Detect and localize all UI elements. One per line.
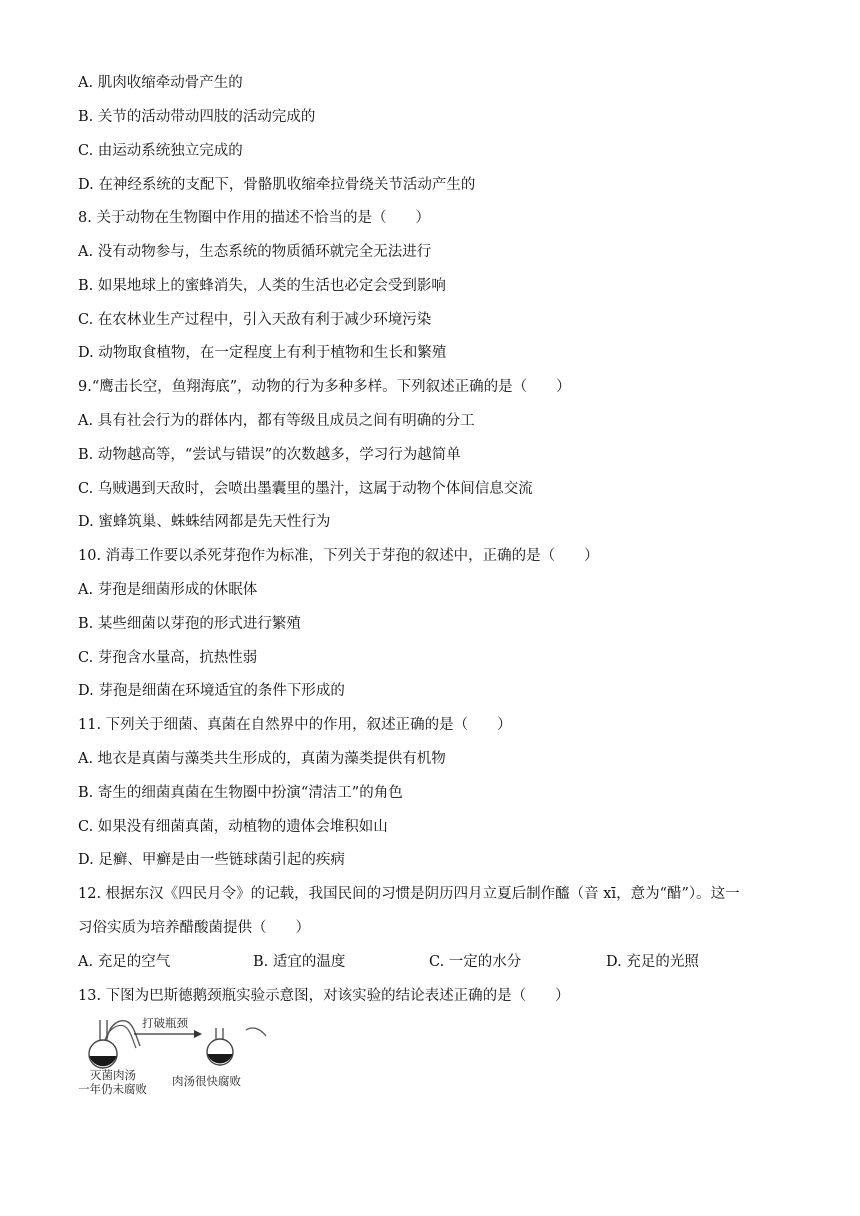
q9-option-a: A. 具有社会行为的群体内，都有等级且成员之间有明确的分工: [78, 413, 475, 429]
q13-stem: 13. 下图为巴斯德鹅颈瓶实验示意图，对该实验的结论表述正确的是（ ）: [78, 988, 570, 1004]
q11-option-c: C. 如果没有细菌真菌，动植物的遗体会堆积如山: [78, 819, 388, 835]
left-caption-line2: 一年仍未腐败: [78, 1082, 147, 1096]
q12-option-a: A. 充足的空气: [78, 954, 171, 970]
q11-option-a: A. 地衣是真菌与藻类共生形成的，真菌为藻类提供有机物: [78, 751, 446, 767]
q9-option-d: D. 蜜蜂筑巢、蛛蛛结网都是先天性行为: [78, 514, 331, 530]
q9-stem: 9.“鹰击长空，鱼翔海底”，动物的行为多种多样。下列叙述正确的是（ ）: [78, 379, 571, 395]
q12-stem-line2: 习俗实质为培养醋酸菌提供（ ）: [78, 920, 310, 936]
q11-option-d: D. 足癣、甲癣是由一些链球菌引起的疾病: [78, 852, 345, 868]
q12-option-c: C. 一定的水分: [429, 954, 522, 970]
q8-option-b: B. 如果地球上的蜜蜂消失，人类的生活也必定会受到影响: [78, 278, 446, 294]
q7-option-d: D. 在神经系统的支配下，骨骼肌收缩牵拉骨绕关节活动产生的: [78, 177, 476, 193]
q8-option-a: A. 没有动物参与，生态系统的物质循环就完全无法进行: [78, 244, 432, 260]
q9-option-b: B. 动物越高等，“尝试与错误”的次数越多，学习行为越简单: [78, 447, 461, 463]
q7-option-b: B. 关节的活动带动四肢的活动完成的: [78, 109, 316, 125]
q7-option-a: A. 肌肉收缩牵动骨产生的: [78, 75, 243, 91]
q8-option-d: D. 动物取食植物，在一定程度上有利于植物和生长和繁殖: [78, 345, 447, 361]
q10-option-d: D. 芽孢是细菌在环境适宜的条件下形成的: [78, 683, 345, 699]
q10-option-c: C. 芽孢含水量高，抗热性弱: [78, 650, 258, 666]
right-caption: 肉汤很快腐败: [172, 1074, 241, 1088]
q11-stem: 11. 下列关于细菌、真菌在自然界中的作用，叙述正确的是（ ）: [78, 717, 512, 733]
left-flask-icon: [89, 1020, 140, 1068]
q10-option-b: B. 某些细菌以芽孢的形式进行繁殖: [78, 616, 301, 632]
q7-option-c: C. 由运动系统独立完成的: [78, 143, 243, 159]
q9-option-c: C. 乌贼遇到天敌时，会喷出墨囊里的墨汁，这属于动物个体间信息交流: [78, 481, 533, 497]
arrow-label: 打破瓶颈: [142, 1016, 188, 1030]
q12-option-d: D. 充足的光照: [606, 954, 699, 970]
q8-stem: 8. 关于动物在生物圈中作用的描述不恰当的是（ ）: [78, 210, 430, 226]
right-flask-icon: [207, 1028, 266, 1065]
q10-option-a: A. 芽孢是细菌形成的休眠体: [78, 582, 258, 598]
q10-stem: 10. 消毒工作要以杀死芽孢作为标准，下列关于芽孢的叙述中，正确的是（ ）: [78, 548, 599, 564]
q8-option-c: C. 在农林业生产过程中，引入天敌有利于减少环境污染: [78, 312, 432, 328]
q12-stem-line1: 12. 根据东汉《四民月令》的记载，我国民间的习惯是阴历四月立夏后制作醯（音 xī，意为“醋”）。这一: [78, 886, 740, 902]
swan-neck-flask-figure: [76, 1016, 276, 1096]
q11-option-b: B. 寄生的细菌真菌在生物圈中扮演“清洁工”的角色: [78, 785, 403, 801]
q12-option-b: B. 适宜的温度: [253, 954, 346, 970]
left-caption-line1: 灭菌肉汤: [90, 1068, 136, 1082]
arrow-icon: [134, 1030, 202, 1038]
